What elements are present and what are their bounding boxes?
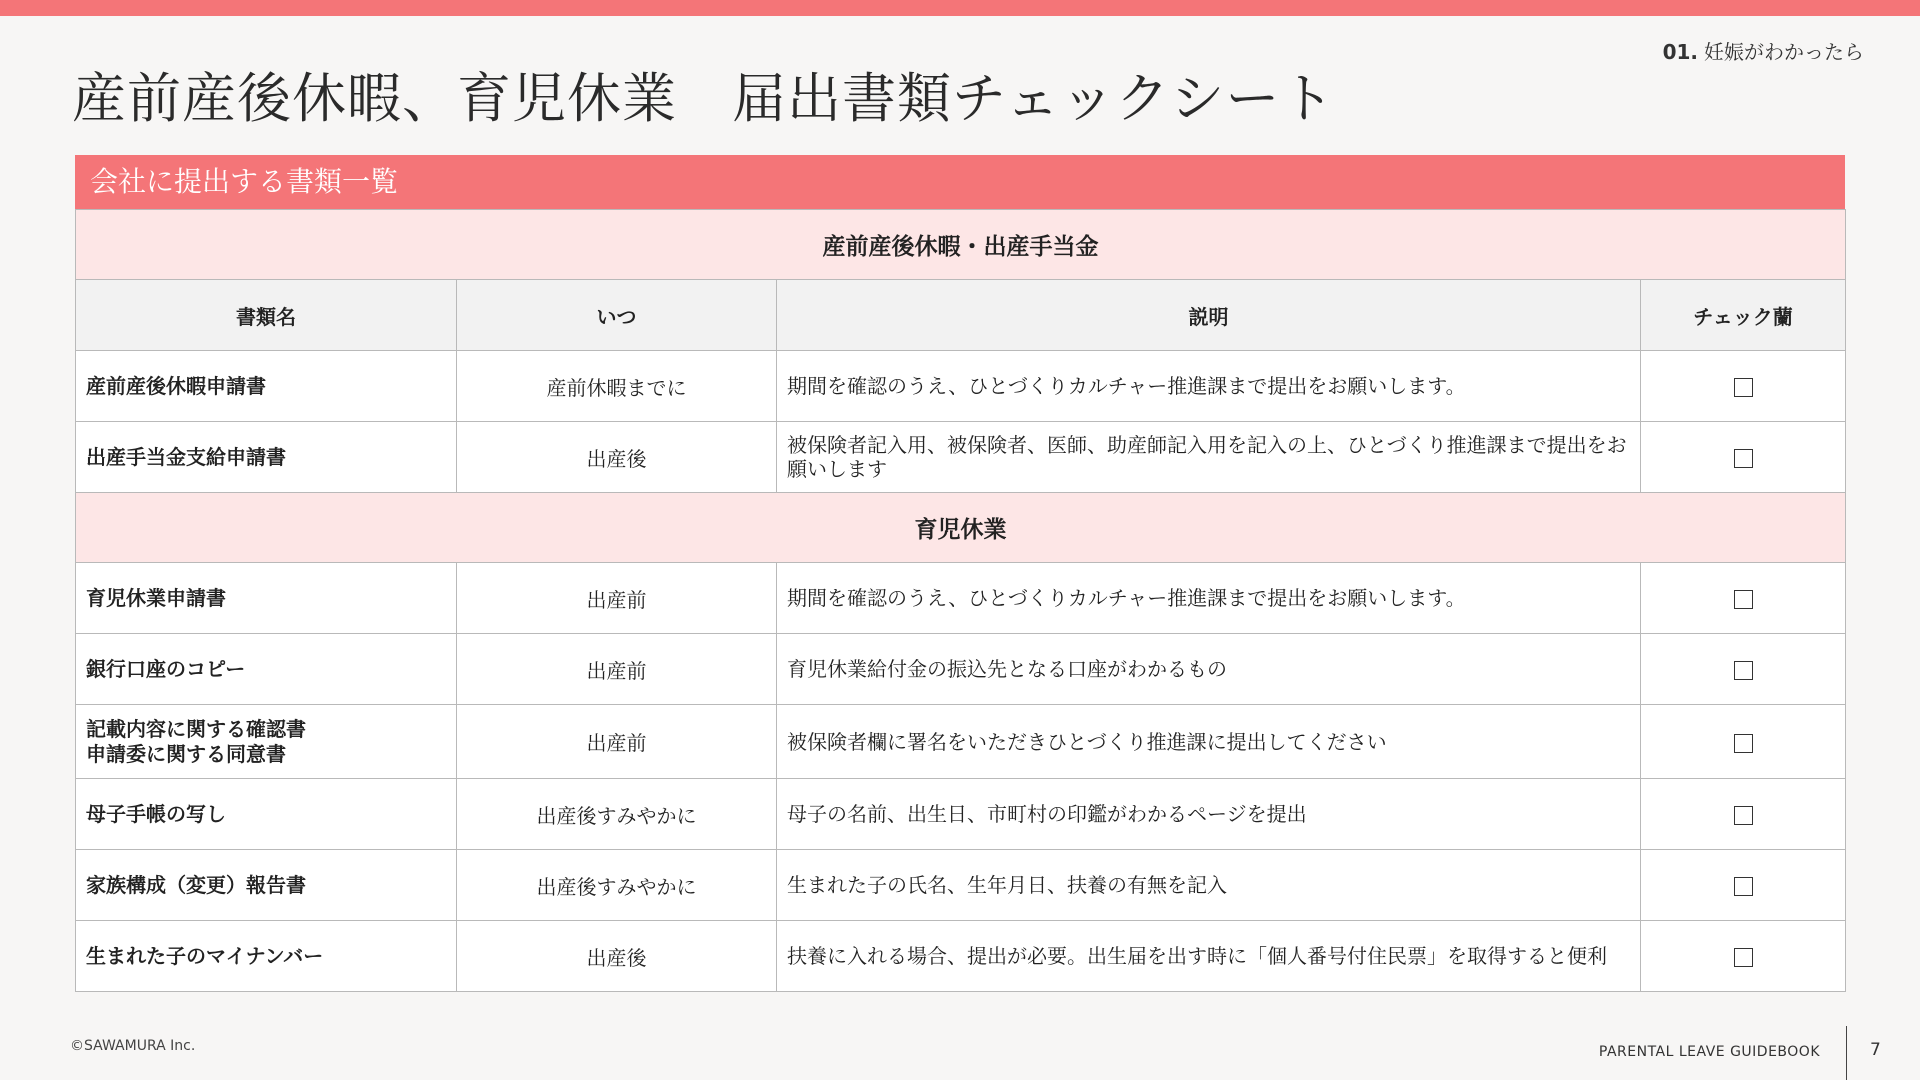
document-description: 被保険者欄に署名をいただきひとづくり推進課に提出してください (777, 705, 1641, 779)
checkbox[interactable] (1734, 806, 1753, 825)
table-row (76, 351, 1846, 422)
group-row-childcare-leave (76, 493, 1846, 563)
document-name: 銀行口座のコピー (76, 634, 457, 705)
table-row (76, 921, 1846, 992)
copyright: ©SAWAMURA Inc. (70, 1038, 196, 1054)
submission-timing: 出産前 (457, 634, 777, 705)
document-description: 母子の名前、出生日、市町村の印鑑がわかるページを提出 (777, 779, 1641, 850)
document-description: 期間を確認のうえ、ひとづくりカルチャー推進課まで提出をお願いします。 (777, 351, 1641, 422)
checkbox[interactable] (1734, 877, 1753, 896)
document-name: 家族構成（変更）報告書 (76, 850, 457, 921)
document-description: 生まれた子の氏名、生年月日、扶養の有無を記入 (777, 850, 1641, 921)
table-row (76, 634, 1846, 705)
submission-timing: 出産後 (457, 921, 777, 992)
document-name: 生まれた子のマイナンバー (76, 921, 457, 992)
submission-timing: 出産前 (457, 705, 777, 779)
document-name: 育児休業申請書 (76, 563, 457, 634)
section-title: 妊娠がわかったら (1704, 40, 1864, 64)
document-description: 扶養に入れる場合、提出が必要。出生届を出す時に「個人番号付住民票」を取得すると便利 (777, 921, 1641, 992)
document-description: 期間を確認のうえ、ひとづくりカルチャー推進課まで提出をお願いします。 (777, 563, 1641, 634)
submission-timing: 出産後すみやかに (457, 850, 777, 921)
check-cell (1641, 779, 1846, 850)
column-header-description: 説明 (777, 280, 1641, 351)
document-name: 記載内容に関する確認書 申請委に関する同意書 (76, 705, 457, 779)
check-cell (1641, 705, 1846, 779)
footer-divider (1846, 1026, 1847, 1080)
check-cell (1641, 850, 1846, 921)
group-row-maternity-leave (76, 210, 1846, 280)
column-header-when: いつ (457, 280, 777, 351)
column-header-row (76, 280, 1846, 351)
table-row (76, 422, 1846, 493)
checkbox[interactable] (1734, 661, 1753, 680)
section-number: 01. (1662, 40, 1698, 64)
group-title: 育児休業 (76, 493, 1846, 563)
table-row (76, 779, 1846, 850)
page-number: 7 (1870, 1040, 1881, 1060)
table-row (76, 705, 1846, 779)
check-cell (1641, 563, 1846, 634)
document-name: 産前産後休暇申請書 (76, 351, 457, 422)
checkbox[interactable] (1734, 734, 1753, 753)
submission-timing: 出産後すみやかに (457, 779, 777, 850)
section-label (1663, 36, 1864, 65)
document-name: 母子手帳の写し (76, 779, 457, 850)
check-cell (1641, 634, 1846, 705)
guidebook-label: PARENTAL LEAVE GUIDEBOOK (1598, 1044, 1820, 1060)
check-cell (1641, 422, 1846, 493)
table-row (76, 563, 1846, 634)
column-header-check: チェック蘭 (1641, 280, 1846, 351)
table-heading: 会社に提出する書類一覧 (75, 155, 1845, 209)
checkbox[interactable] (1734, 590, 1753, 609)
page-title: 産前産後休暇、育児休業 届出書類チェックシート (72, 67, 1336, 130)
top-accent-bar (0, 0, 1920, 16)
document-description: 被保険者記入用、被保険者、医師、助産師記入用を記入の上、ひとづくり推進課まで提出をお願いします (777, 422, 1641, 493)
checkbox[interactable] (1734, 449, 1753, 468)
checkbox[interactable] (1734, 378, 1753, 397)
table-row (76, 850, 1846, 921)
submission-timing: 出産前 (457, 563, 777, 634)
check-cell (1641, 921, 1846, 992)
document-description: 育児休業給付金の振込先となる口座がわかるもの (777, 634, 1641, 705)
group-title: 産前産後休暇・出産手当金 (76, 210, 1846, 280)
column-header-name: 書類名 (76, 280, 457, 351)
check-cell (1641, 351, 1846, 422)
document-name: 出産手当金支給申請書 (76, 422, 457, 493)
submission-timing: 産前休暇までに (457, 351, 777, 422)
submission-timing: 出産後 (457, 422, 777, 493)
documents-table-container (75, 155, 1845, 992)
documents-table (75, 209, 1846, 992)
checkbox[interactable] (1734, 948, 1753, 967)
